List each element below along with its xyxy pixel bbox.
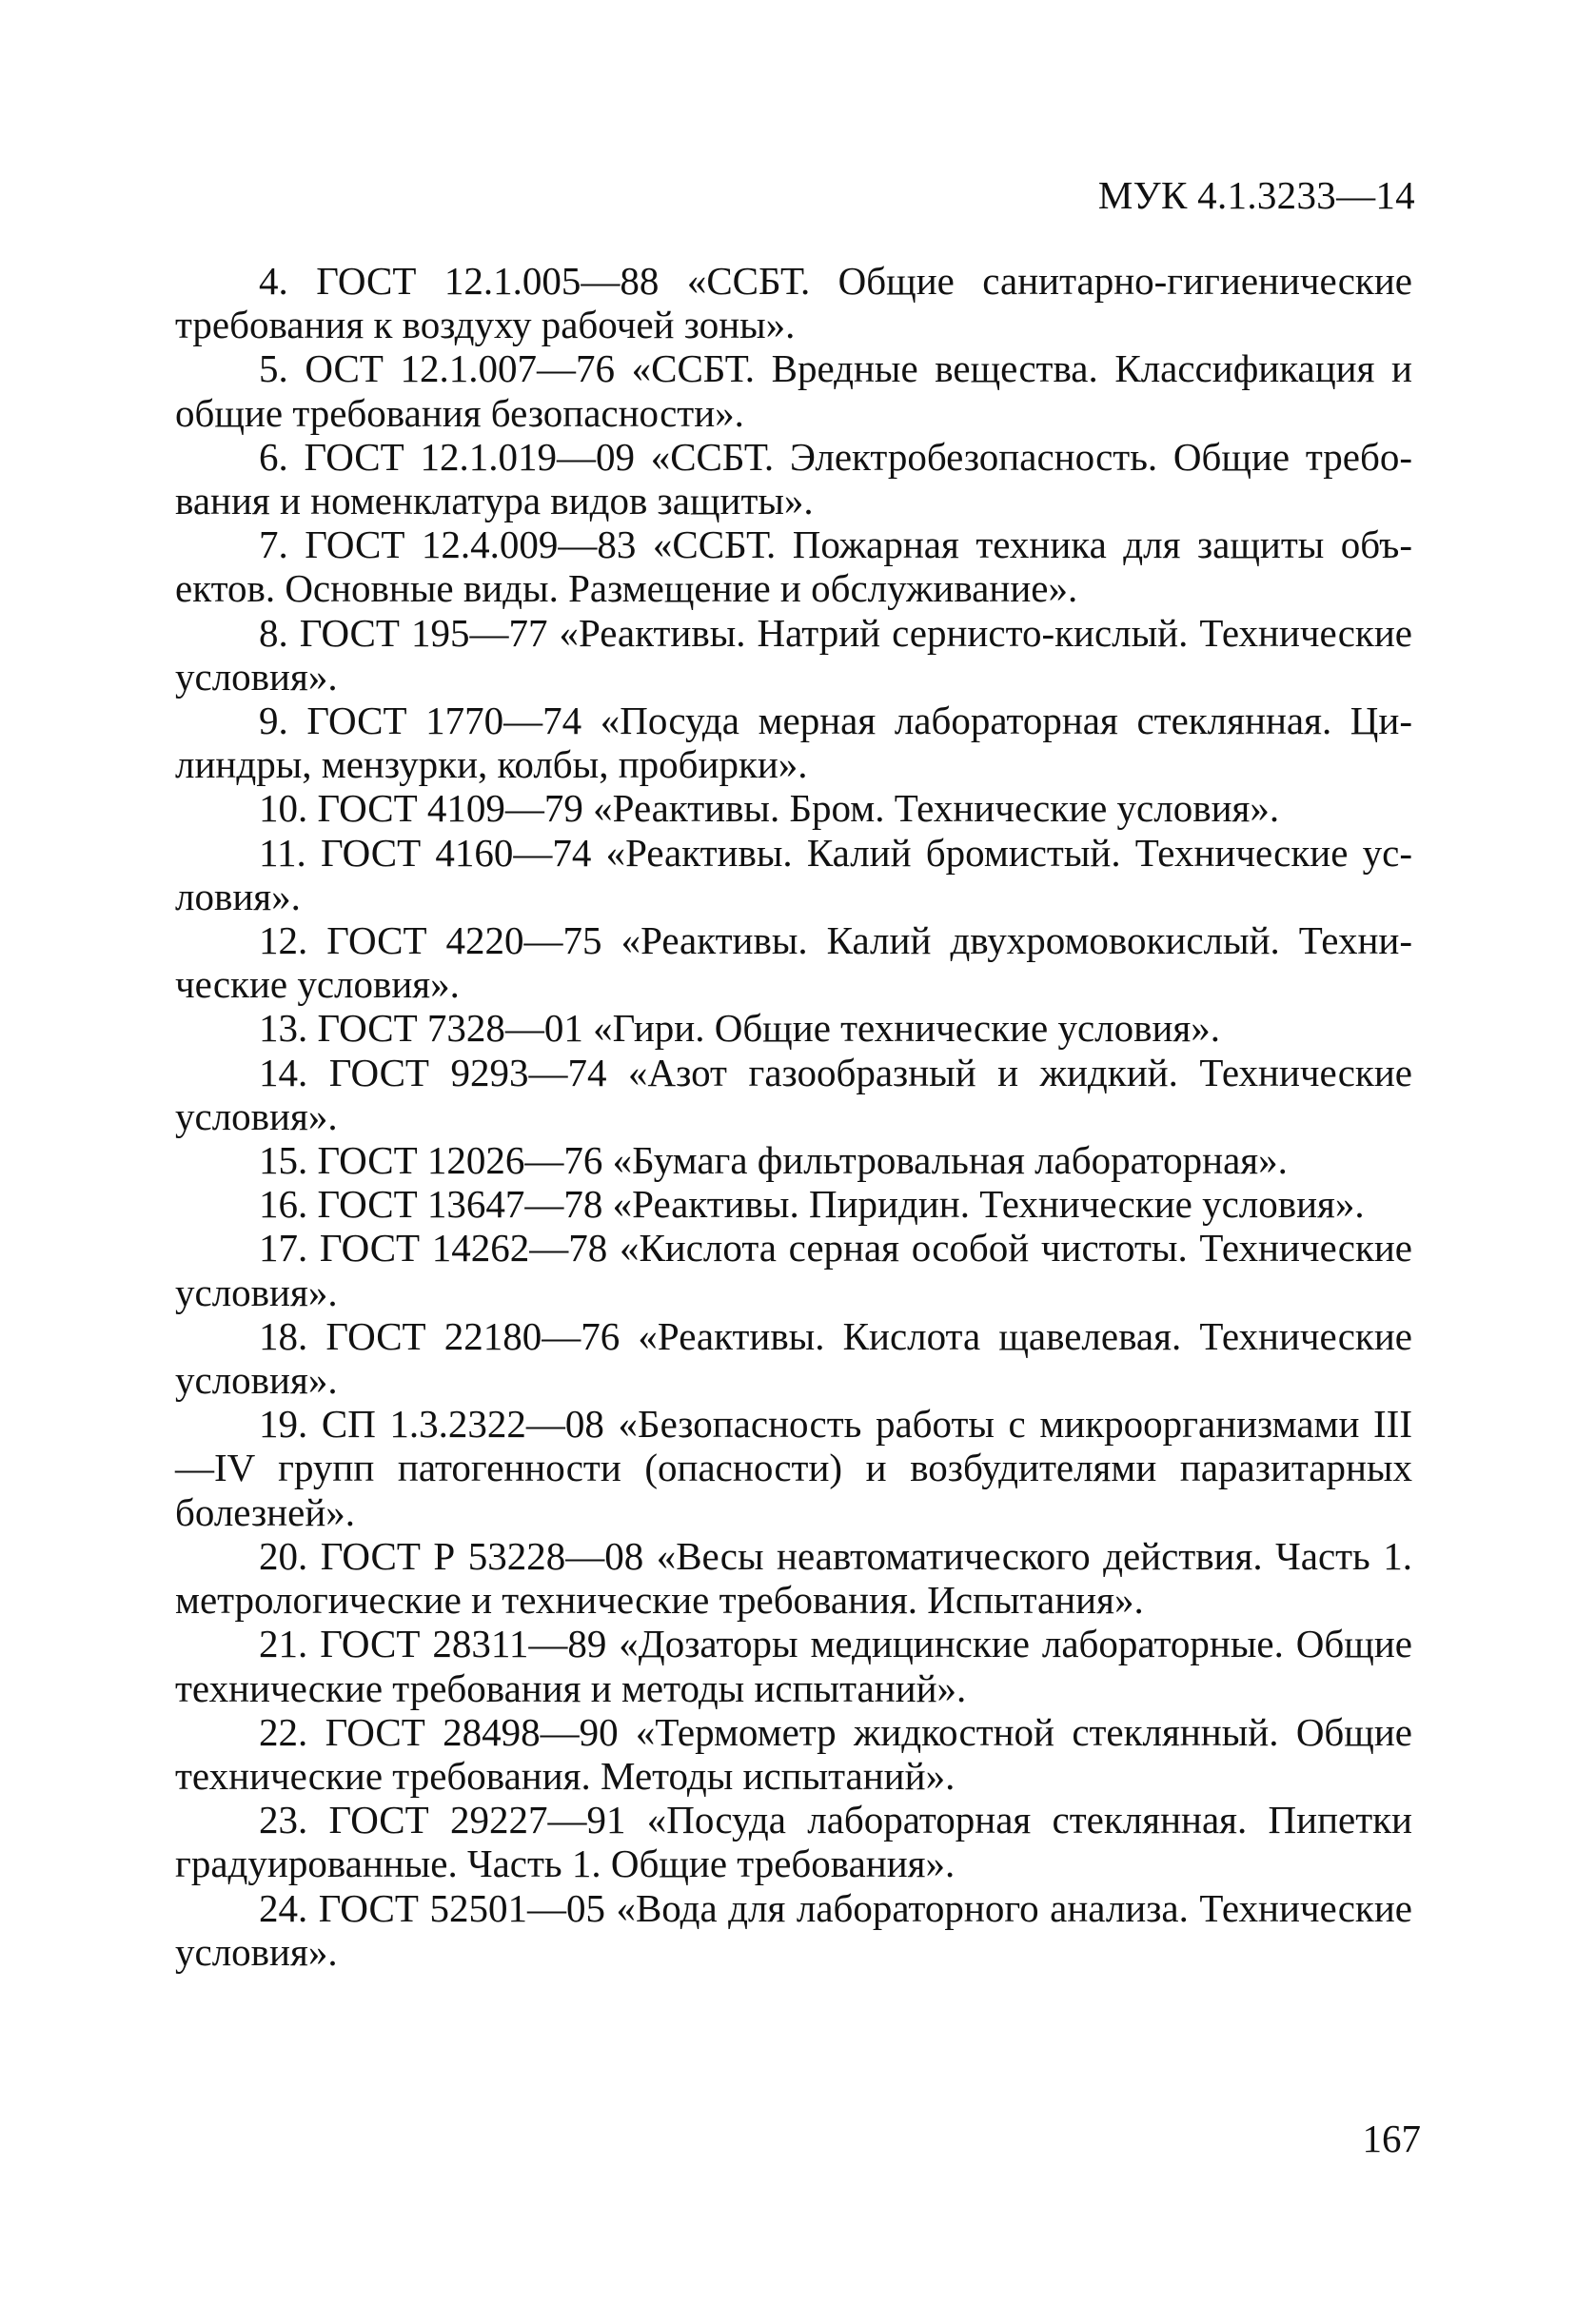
document-code-header: МУК 4.1.3233—14 [1097,173,1415,217]
reference-item: 9. ГОСТ 1770—74 «Посуда мерная лабораторная стеклянная. Цилиндры, мензурки, колбы, пробирки». [175,699,1412,787]
reference-item: 13. ГОСТ 7328—01 «Гири. Общие технические условия». [259,1006,1221,1051]
reference-item: 12. ГОСТ 4220—75 «Реактивы. Калий двухромовокислый. Технические условия». [175,918,1412,1007]
reference-item: 23. ГОСТ 29227—91 «Посуда лабораторная стеклянная. Пипетки градуированные. Часть 1. Общие требования». [175,1798,1412,1886]
reference-item: 4. ГОСТ 12.1.005—88 «ССБТ. Общие санитарно-гигиенические требования к воздуху рабочей зоны». [175,259,1412,347]
reference-item: 8. ГОСТ 195—77 «Реактивы. Натрий сернисто-кислый. Технические условия». [175,610,1412,699]
reference-item: 20. ГОСТ Р 53228—08 «Весы неавтоматического действия. Часть 1. метрологические и технические требования. Испытания». [175,1533,1412,1623]
page-number: 167 [1362,2117,1421,2160]
reference-item: 11. ГОСТ 4160—74 «Реактивы. Калий бромистый. Технические условия». [175,830,1412,918]
reference-item: 17. ГОСТ 14262—78 «Кислота серная особой чистоты. Технические условия». [175,1226,1412,1314]
reference-item: 5. ОСТ 12.1.007—76 «ССБТ. Вредные вещества. Классификация и общие требования безопасности». [175,346,1412,435]
reference-item: 14. ГОСТ 9293—74 «Азот газообразный и жидкий. Технические условия». [175,1050,1412,1138]
reference-item: 24. ГОСТ 52501—05 «Вода для лабораторного анализа. Технические условия». [175,1885,1412,1974]
reference-item: 21. ГОСТ 28311—89 «Дозаторы медицинские лабораторные. Общие технические требования и методы испытаний». [175,1622,1412,1710]
reference-item: 15. ГОСТ 12026—76 «Бумага фильтровальная лабораторная». [259,1138,1288,1183]
reference-item: 18. ГОСТ 22180—76 «Реактивы. Кислота щавелевая. Технические условия». [175,1313,1412,1403]
reference-item: 22. ГОСТ 28498—90 «Термометр жидкостной стеклянный. Общие технические требования. Методы испытаний». [175,1709,1412,1798]
reference-item: 7. ГОСТ 12.4.009—83 «ССБТ. Пожарная техника для защиты объектов. Основные виды. Размещение и обслуживание». [175,522,1412,611]
reference-item: 19. СП 1.3.2322—08 «Безопасность работы с микроорганизмами III—IV групп патогенности (опасности) и возбудителями паразитарных болезней». [175,1402,1412,1534]
reference-item: 16. ГОСТ 13647—78 «Реактивы. Пиридин. Технические условия». [259,1182,1365,1227]
reference-list [175,259,1412,1974]
reference-item: 6. ГОСТ 12.1.019—09 «ССБТ. Электробезопасность. Общие требования и номенклатура видов защиты». [175,434,1412,523]
reference-item: 10. ГОСТ 4109—79 «Реактивы. Бром. Технические условия». [259,786,1280,831]
